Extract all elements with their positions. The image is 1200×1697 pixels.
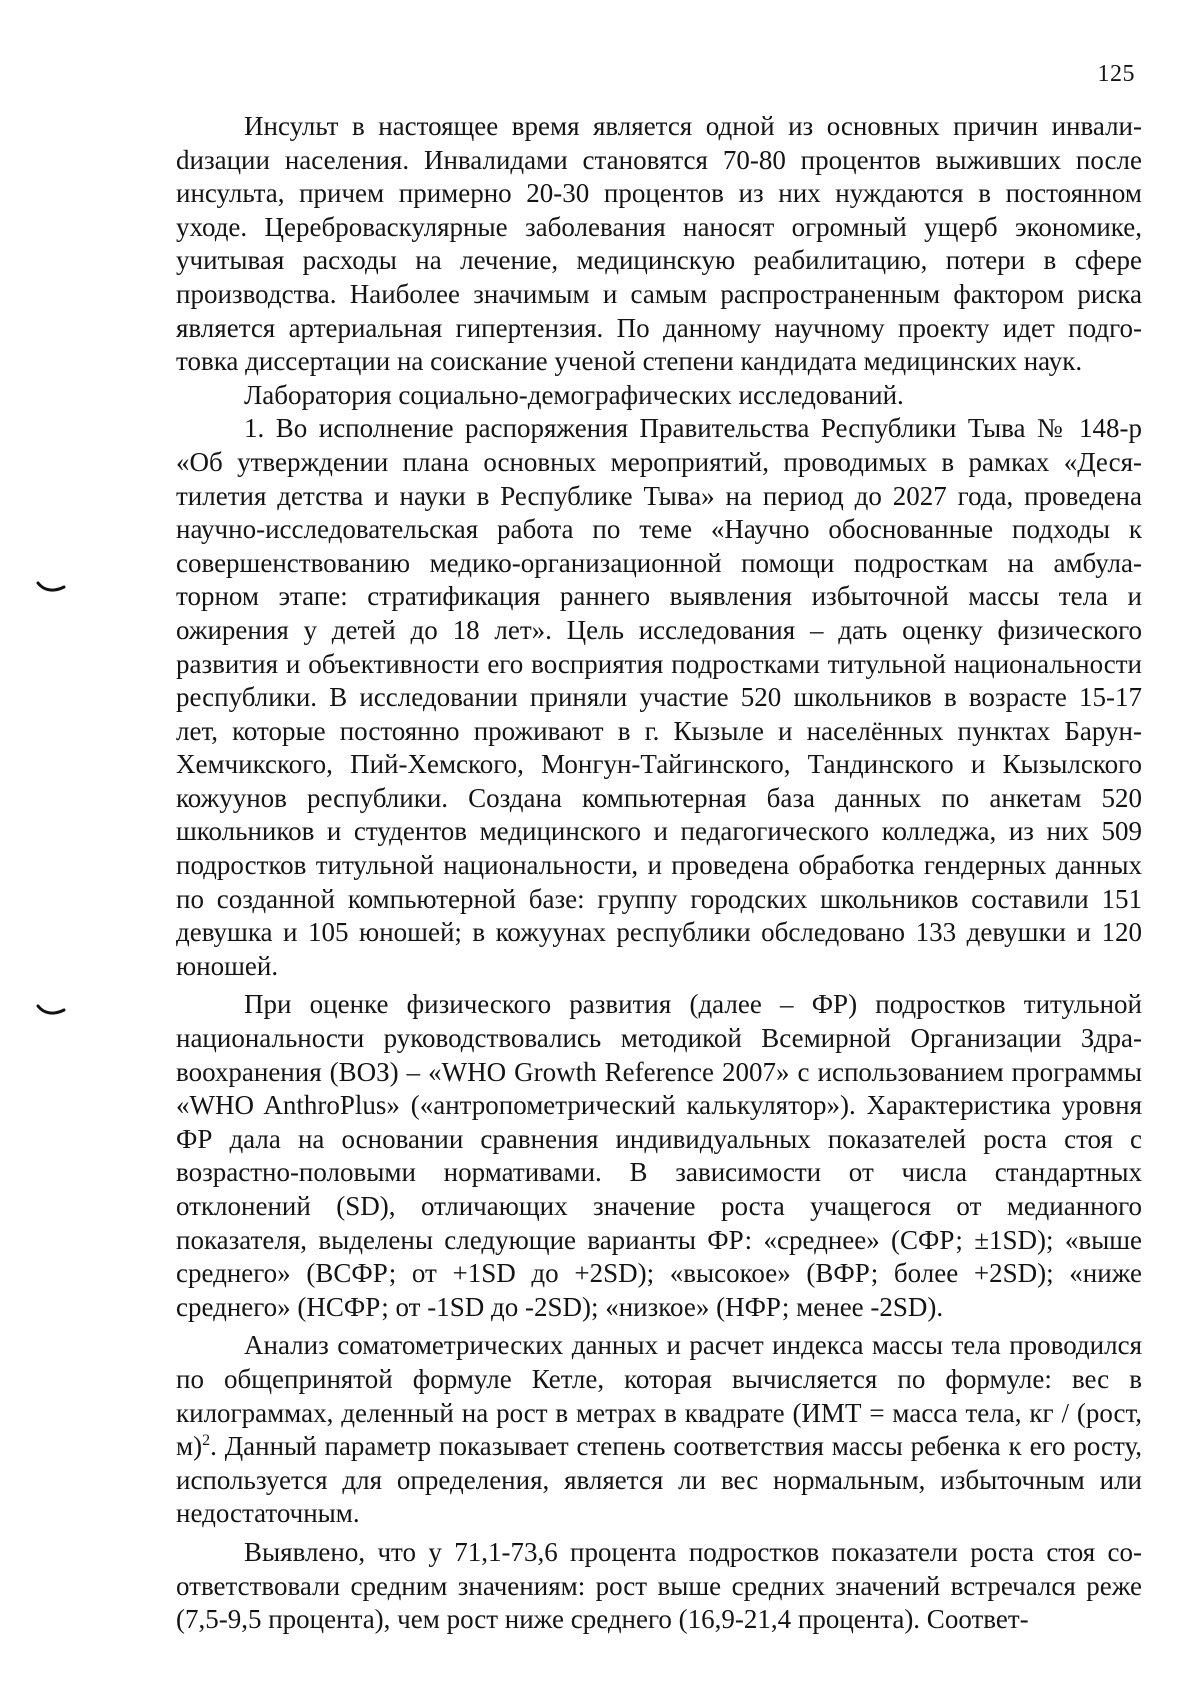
paragraph-physical-development: При оценке физического развития (далее – ФР) подростков титульной национальности руководствовались методикой Всемирной Организации Здравоохранения (ВОЗ) – «WHO Growth Reference 2007» с использованием программы «WHO AnthroPlus» («антропометрический калькулятор»). Характеристика уровня ФР дала на основании сравнения индивидуальных показателей роста стоя с возрастно-половыми нормативами. В зависимости от числа стандартных отклонений (SD), отличающих значение роста учащегося от медианного показателя, выделены следующие варианты ФР: «среднее» (СФР; ±1SD); «выше среднего» (ВСФР; от +1SD до +2SD); «высокое» (ВФР; более +2SD); «ниже среднего» (НСФР; от -1SD до -2SD); «низкое» (НФР; менее -2SD). <box>176 989 1142 1322</box>
squared-superscript: 2 <box>202 1432 211 1450</box>
bmi-text-end: . Данный параметр показывает степень соответствия массы ребенка к его росту, используется для определения, является ли вес нормальным, избыточным или недостаточным. <box>176 1431 1142 1529</box>
margin-check-mark-icon <box>36 1003 66 1017</box>
bmi-text-start: Анализ соматометрических данных и расчет индекса массы тела проводился по общепринятой формуле Кетле, которая вычисляется по формуле: вес в килограммах, деленный на рост в метрах в квадрате (ИМТ = масса тела, кг / (рост, м) <box>176 1330 1142 1462</box>
paragraph-results: Выявлено, что у 71,1-73,6 процента подростков показатели роста стоя соответствовали средним значениям: рост выше средних значений встречался реже (7,5-9,5 процента), чем рост ниже среднего (16,9-21,4 процента). Соответ- <box>176 1536 1142 1635</box>
paragraph-stroke: Инсульт в настоящее время является одной из основных причин инвалиdизации населения. Инвалидами становятся 70-80 процентов выживших после инсульта, причем примерно 20-30 процентов из них нуждаются в постоянном уходе. Цереброваскулярные заболевания наносят огромный ущерб экономике, учитывая расходы на лечение, медицинскую реабилитацию, потери в сфере производства. Наиболее значимым и самым распространенным фактором риска является артериальная гипертензия. По данному научному проекту идет подготовка диссертации на соискание ученой степени кандидата медицинских наук. <box>176 111 1142 377</box>
body-text <box>176 110 1142 1637</box>
paragraph-bmi-formula <box>176 1329 1142 1531</box>
page-number: 125 <box>1097 61 1135 87</box>
margin-check-mark-icon <box>36 580 66 594</box>
paragraph-research-work: 1. Во исполнение распоряжения Правительства Республики Тыва № 148-р «Об утверждении плана основных мероприятий, проводимых в рамках «Десятилетия детства и науки в Республике Тыва» на период до 2027 года, проведена научно-исследовательская работа по теме «Научно обоснованные подходы к совершенствованию медико-организационной помощи подросткам на амбулаторном этапе: стратификация раннего выявления избыточной массы тела и ожирения у детей до 18 лет». Цель исследования – дать оценку физического развития и объективности его восприятия подростками титульной национальности республики. В исследовании приняли участие 520 школьников в возрасте 15-17 лет, которые постоянно проживают в г. Кызыле и населённых пунктах Барун-Хемчикского, Пий-Хемского, Монгун-Тайгинского, Тандинского и Кызылского кожуунов республики. Создана компьютерная база данных по анкетам 520 школьников и студентов медицинского и педагогического колледжа, из них 509 подростков титульной национальности, и проведена обработка гендерных данных по созданной компьютерной базе: группу городских школьников составили 151 девушка и 105 юношей; в кожуунах республики обследовано 133 девушки и 120 юношей. <box>176 413 1142 981</box>
paragraph-lab-heading: Лаборатория социально-демографических исследований. <box>244 379 904 410</box>
